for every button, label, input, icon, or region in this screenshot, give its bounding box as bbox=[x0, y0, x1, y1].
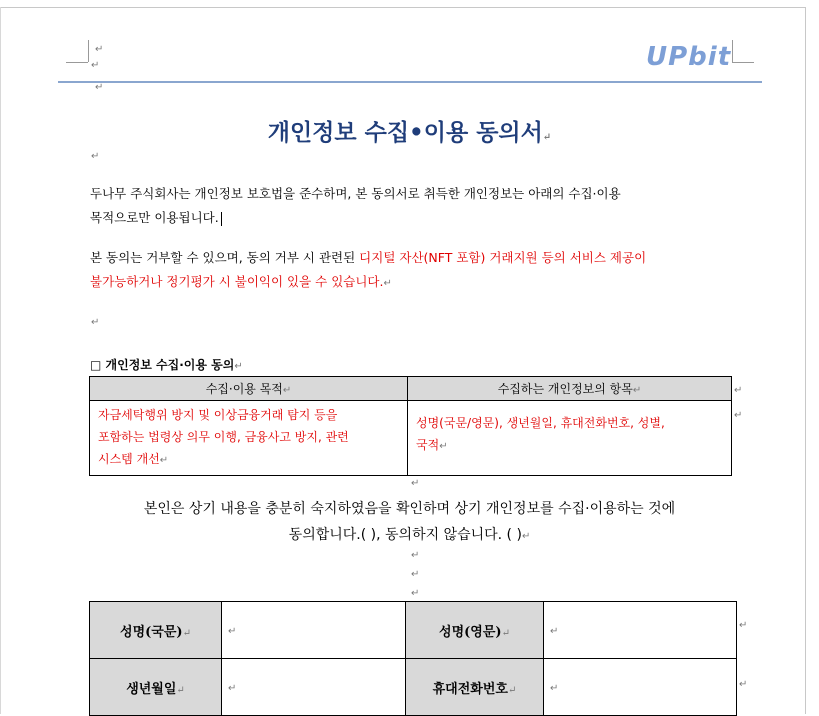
consent-section-heading: □ 개인정보 수집·이용 동의↵ bbox=[90, 358, 243, 372]
document-title: 개인정보 수집•이용 동의서↵ bbox=[267, 119, 552, 146]
paragraph-mark: ↵ bbox=[739, 620, 748, 631]
name-english-label: 성명(영문)↵ bbox=[406, 602, 544, 659]
text-cursor bbox=[221, 212, 222, 226]
column-header-items: 수집하는 개인정보의 항목↵ bbox=[408, 377, 732, 401]
paragraph-mark: ↵ bbox=[411, 478, 420, 489]
paragraph-mark: ↵ bbox=[411, 588, 420, 599]
refusal-paragraph: 본 동의는 거부할 수 있으며, 동의 거부 시 관련된 디지털 자산(NFT 포함) 거래지원 등의 서비스 제공이 불가능하거나 정기평가 시 불이익이 있을 수 있습니다.↵ bbox=[90, 250, 647, 289]
header-divider bbox=[58, 81, 762, 83]
name-korean-label: 성명(국문)↵ bbox=[90, 602, 222, 659]
name-english-field[interactable]: ↵ bbox=[544, 602, 737, 659]
paragraph-mark: ↵ bbox=[734, 410, 743, 421]
paragraph-mark: ↵ bbox=[91, 151, 100, 162]
agreement-statement: 본인은 상기 내용을 충분히 숙지하였음을 확인하며 상기 개인정보를 수집·이용하는 것에 동의합니다.( ), 동의하지 않습니다. ( )↵ bbox=[143, 501, 676, 543]
crop-mark bbox=[88, 40, 89, 62]
birthdate-field[interactable]: ↵ bbox=[222, 659, 406, 716]
personal-info-table bbox=[89, 601, 737, 716]
paragraph-mark: ↵ bbox=[411, 550, 420, 561]
birthdate-label: 생년월일↵ bbox=[90, 659, 222, 716]
consent-table bbox=[89, 376, 732, 476]
crop-mark bbox=[66, 62, 88, 63]
intro-paragraph: 두나무 주식회사는 개인정보 보호법을 준수하며, 본 동의서로 취득한 개인정보는 아래의 수집·이용 목적으로만 이용됩니다. bbox=[90, 186, 621, 225]
crop-mark bbox=[732, 62, 754, 63]
paragraph-mark: ↵ bbox=[734, 385, 743, 396]
items-cell: 성명(국문/영문), 생년월일, 휴대전화번호, 성별, 국적↵ bbox=[408, 401, 732, 476]
paragraph-mark: ↵ bbox=[95, 82, 104, 93]
phone-field[interactable]: ↵ bbox=[544, 659, 737, 716]
purpose-cell: 자금세탁행위 방지 및 이상금융거래 탐지 등을 포함하는 법령상 의무 이행, 금융사고 방지, 관련 시스템 개선↵ bbox=[90, 401, 408, 476]
paragraph-mark: ↵ bbox=[91, 60, 100, 71]
paragraph-mark: ↵ bbox=[95, 44, 104, 55]
upbit-logo: UPbit bbox=[646, 42, 732, 72]
phone-label: 휴대전화번호↵ bbox=[406, 659, 544, 716]
crop-mark bbox=[732, 40, 733, 62]
paragraph-mark: ↵ bbox=[91, 317, 100, 328]
name-korean-field[interactable]: ↵ bbox=[222, 602, 406, 659]
column-header-purpose: 수집·이용 목적↵ bbox=[90, 377, 408, 401]
paragraph-mark: ↵ bbox=[739, 679, 748, 690]
paragraph-mark: ↵ bbox=[411, 569, 420, 580]
page-edge bbox=[0, 7, 805, 8]
